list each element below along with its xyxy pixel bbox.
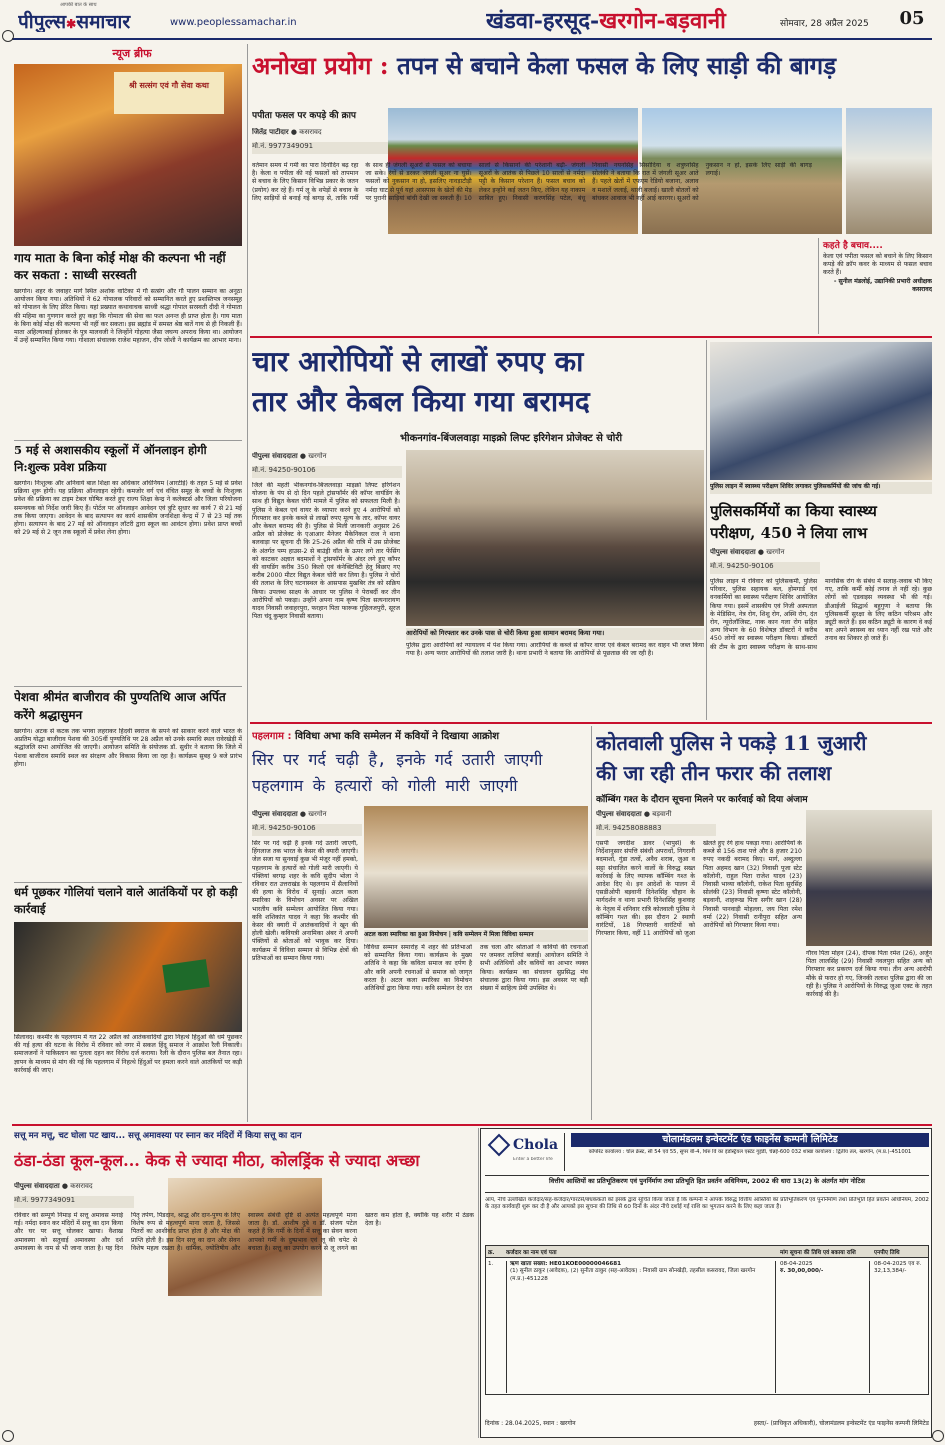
banana-sidebar-sign: - सुनील मंडलोई, उद्यानिकी प्रभारी अधीक्षक कसरावद — [833, 277, 932, 293]
brief-story2-headline: 5 मई से अशासकीय स्कूलों में ऑनलाइन होगी नि:शुल्क प्रवेश प्रक्रिया — [14, 443, 207, 474]
kavi-photo-caption: अटल कला स्मारिका का हुआ विमोचन | कवि सम्मेलन में मिला विविधा सम्मान — [364, 930, 588, 942]
health-photo — [710, 342, 932, 480]
divider — [14, 686, 242, 687]
registration-mark — [932, 1430, 944, 1442]
banana-photo-cloth-crop — [846, 108, 932, 234]
row-demand-amount: रु. 30,00,000/- — [780, 1268, 824, 1275]
health-mobile: मो.नं. 94250-90106 — [710, 562, 820, 574]
divider — [14, 882, 242, 883]
health-headline-line1: पुलिसकर्मियों का किया स्वास्थ्य — [710, 502, 877, 520]
logo-second: समाचार — [76, 11, 131, 32]
row-demand-date: 08-04-2025 — [780, 1261, 813, 1267]
health-headline-line2: परीक्षण, 450 ने लिया लाभ — [710, 524, 868, 542]
brief-story3-body: खरगोन। अटक से कटक तक भगवा लहराकर हिंदवी स्वराज के सपने को साकार करने वाले भारत के अप्रतिम योद्धा बाजीराव पेशवा की 305वीं पुण्यतिथि पर 28 अप्रैल को उनके समाधि स्थल रावेरखेड़ी में श्रद्धांजलि सभा आयोजित की जाएगी। आयोजन समिति के संयोजक डॉ. सुधीर ने बताया कि जिले में पेशवा बाजीराव समाधि स्थल का संरक्षण और विकास किया जा रहा है। कार्यक्रम सुबह 9 बजे प्रारंभ होगा। — [14, 728, 242, 768]
news-brief-label: न्यूज ब्रीफ — [112, 47, 152, 60]
chola-company-name: चोलामंडलम इन्वेस्टमेंट एंड फाइनेंस कम्पनी लिमिटेड — [571, 1133, 929, 1147]
section-title-a: खंडवा-हरसूद- — [486, 8, 600, 34]
sattu-body: रविवार को सम्पूर्ण निमाड़ में सत्तू अमावस मनाई गई। नर्मदा स्नान कर मंदिरों में सत्तू का दान किया और घर पर सत्तू घोलकर खाया। वैशाख अमावस्या को सतुवाई अमावस्या और दर्श अमावस्या के नाम से भी जाना जाता है। यह दिन पितृ तर्पण, पिंडदान, श्राद्ध और दान-पुण्य के लिए विशेष रूप से महत्वपूर्ण माना जाता है, जिससे पितरों का आशीर्वाद प्राप्त होता है और मोक्ष की प्राप्ति होती है। इस दिन सत्तू का दान और सेवन विशेष महत्व रखता है। धार्मिक, ज्योतिषीय और स्वास्थ्य संबंधी दृष्टि से अत्यंत महत्वपूर्ण माना जाता है। डॉ. आशीष दुबे व डॉ. संजय पटेल कहते हैं कि गर्मी के दिनों में सत्तू का सेवन करना आपको गर्मी के दुष्प्रभाव एवं लू की चपेट से बचाता है। सत्तू का उपयोग करने से लू लगने का खतरा कम होता है, क्योंकि यह शरीर में ठंडक देता है। — [14, 1212, 474, 1252]
chola-address: कॉर्पोरेट कार्यालय : चोल क्रेस्ट, सी 54 एवं 55, सुपर बी-4, थिरु वि का इंडस्ट्रियल एस्टेट गुइंडी, चेन्नई-600 032 शाखा कार्यालय : द्वितीय तल, खरगोन, (म.प्र.)-451001 — [588, 1149, 912, 1155]
sattu-byline: पीपुल्स संवाददाता ● कसरावद — [14, 1182, 93, 1190]
dateline: कसरावद — [70, 1182, 93, 1190]
kavi-strap — [252, 728, 588, 744]
reporter-name: पीपुल्स संवाददाता — [710, 548, 756, 556]
banana-subhead: पपीता फसल पर कपड़े की क्राप — [252, 111, 357, 121]
section-title — [486, 5, 786, 35]
row-loan-number: ऋण खाता संख्या: HE01KOE00000046681 — [510, 1261, 622, 1267]
masthead-rule — [12, 38, 932, 40]
health-story — [708, 340, 932, 720]
notice-table — [485, 1245, 929, 1395]
column-divider — [706, 340, 707, 720]
cable-body-col1 — [252, 482, 400, 718]
cable-body-lower — [406, 642, 704, 718]
section-title-b: खरगोन-बड़वानी — [599, 8, 726, 34]
chola-notice-body: आप, नीचे उल्लेखित कर्जदार/सह-कर्जदार/गारंटर्स/बंधककर्ता को इसके द्वारा सूचित किया जाता है कि कम्पनी ने आपके विरुद्ध वित्तीय आस्तियों का प्रतिभूतिकरण एवं पुनर्निर्माण तथा प्रतिभूति हित प्रवर्तन अधिनियम, 2002 के तहत कार्यवाही शुरू कर दी है और आपको इस सूचना की तिथि से 60 दिनों के अंदर नीचे दर्शाई गई राशि का भुगतान करने के लिए कहा जाता है। — [485, 1197, 929, 1211]
brief-story4-photo — [14, 922, 242, 1032]
reporter-name: पीपुल्स संवाददाता — [252, 452, 298, 460]
notice-table-header — [486, 1246, 929, 1258]
website-url[interactable]: www.peoplessamachar.in — [170, 17, 297, 28]
juari-photo — [806, 810, 932, 946]
news-brief-column — [12, 44, 244, 1032]
dateline: कसरावद — [299, 128, 322, 136]
reporter-name: पीपुल्स संवाददाता — [252, 810, 298, 818]
juari-story — [594, 726, 932, 1120]
juari-subhead: कॉम्बिंग गश्त के दौरान सूचना मिलने पर कार्रवाई को दिया अंजाम — [596, 795, 808, 805]
cable-body: जिले की महती भीकनगांव-बिंजलवाड़ा माइक्रो लिफ्ट इरिगेशन योजना के पंप से दो दिन पहले ट्रांसफॉर्मर की कॉपर वायंडिंग के साथ ही विद्युत केबल चोरी मामले में पुलिस को सफलता मिली है। पुलिस ने केबल एवं वायर के व्यापार करने हुए 4 आरोपियों को गिरफ्तार कर इनके कब्जे से लाखों रुपए मूल्य के तार, कॉपर वायर और केबल बरामद की है। पुलिस से मिली जानकारी अनुसार 26 अप्रैल को प्रोजेक्ट के एआआर मैनेजर मैकेनिकल राज ने थाना बलवाड़ा पर सूचना दी कि 25-26 अप्रैल की रात्रि में उस प्रोजेक्ट के अंतर्गत पम्प हाउस-2 से बाउंड्री वॉल के ऊपर लगे तार फेंसिंग को काटकर अज्ञात बदमाशों ने ट्रांसफॉर्मर के अंदर लगे हुए कॉपर की वायडिंग करीब 350 किलो एवं कंनेक्टिविटी हेतु बिछाए गए करीब 2000 मीटर विद्युत केबल चोरी कर लिया है। पुलिस ने चोरों की तलाश के लिए घटनास्थल के आसपास मुखबिर तंत्र को सक्रिय किया। उपलब्ध साक्ष्य के आधार पर पुलिस ने पेराबर्दी कर तीन आरोपियों को पकड़ा। उन्होंने अपना नाम कृष्ण पिता सत्यनारायण यादव निवासी जवाहरपुरा, फरहान पिता फारूक गुहिलजपुरी, सूरज पिता चंदू कुम्हार निवासी बताया। — [252, 482, 400, 621]
masthead — [0, 0, 945, 40]
chola-brand: Chola — [513, 1137, 559, 1153]
banana-kicker: अनोखा प्रयोग : — [252, 51, 389, 80]
brief-story3-headline: पेशवा श्रीमंत बाजीराव की पुण्यतिथि आज अर्पित करेंगे श्रद्धासुमन — [14, 690, 226, 722]
sattu-headline: ठंडा-ठंडा कूल-कूल... केक से ज्यादा मीठा, कोलड्रिंक से ज्यादा अच्छा — [14, 1151, 420, 1170]
cable-photo-caption: आरोपियों को गिरफ्तार कर उनके पास से चोरी किया हुआ सामान बरामद किया गया। — [406, 628, 704, 640]
juari-byline: पीपुल्स संवाददाता ● बड़वानी — [596, 810, 672, 818]
row-names: (1) सुनील ठाकुर (आवेदक), (2) सुनीता ठाकुर (सह-आवेदक) : निवासी ग्राम सोनखेड़ी, तहसील कसरावद, जिला खरगोन (म.प्र.)-451228 — [510, 1268, 756, 1282]
kavi-body-lower — [364, 944, 588, 1118]
dateline: खरगोन — [766, 548, 785, 556]
issue-date: सोमवार, 28 अप्रैल 2025 — [780, 19, 869, 29]
banana-sidebar — [818, 238, 932, 334]
section-rule — [250, 722, 932, 724]
registration-mark — [2, 1430, 14, 1442]
chola-brand-tag: Enter a better life — [513, 1157, 553, 1162]
flag-icon — [162, 959, 209, 993]
banana-headline — [252, 46, 932, 88]
dateline: खरगोन — [308, 452, 327, 460]
kavi-story — [250, 726, 588, 1120]
sattu-strap: सत्तू मन मत्तू, चट घोला पट खाय... सत्तू अमावस्या पर स्नान कर मंदिरों में किया सत्तू का दान — [14, 1131, 302, 1141]
col-header-borrower: कर्जदार का नाम एवं पता — [506, 1250, 557, 1256]
brief-photo-banner: श्री सत्संग एवं गौ सेवा कथा — [114, 72, 224, 114]
cable-mobile: मो.नं. 94250-90106 — [252, 466, 402, 478]
kavi-photo — [364, 806, 588, 928]
cable-byline: पीपुल्स संवाददाता ● खरगोन — [252, 452, 327, 460]
chola-notice — [480, 1128, 932, 1438]
sattu-mobile: मो.नं. 9977349091 — [14, 1196, 134, 1208]
banana-sidebar-title: कहते है बचाव.... — [823, 241, 883, 251]
row-borrower — [506, 1261, 776, 1393]
brief-photo — [14, 64, 242, 246]
reporter-name: पीपुल्स संवाददाता — [596, 810, 642, 818]
banana-sidebar-body: केला एवं पपीता फसल को बचाने के लिए किसान कपड़े की क्रॉप कवर के माध्यम से फसल बचाव करते हैं। — [823, 253, 932, 277]
sattu-story — [12, 1128, 474, 1436]
col-header-demand: मांग सूचना की तिथि एवं बकाया राशि — [780, 1250, 856, 1256]
chola-footer-sign: हस्ता/- (प्राधिकृत अधिकारी), चोलामंडलम इन्वेस्टमेंट एंड फाइनेंस कम्पनी लिमिटेड — [753, 1420, 929, 1427]
health-photo-caption: पुलिस लाइन में स्वास्थ्य परीक्षण शिविर लगाकर पुलिसकर्मियों की जांच की गई। — [710, 482, 932, 494]
kavi-body: सिर पर गर्द चढ़ी है इनके गर्द उतारी जाएगी, हिंगलाज तक भारत के केसर की क्यारी जाएगी। जेल सजा या सुनवाई कुछ भी मंजूर नहीं हमको, पहलगाम के हत्यारों को गोली मारी जाएगी। ये पंक्तियां बरगढ़ शहर के कवि सुदीप भोला ने रविवार रात उत्तराखंड के पहलगाम में सैलानियों की हत्या के विरोध में सुनाई। अटल कला स्मारिका के विमोचन अवसर पर अखिल भारतीय कवि सम्मेलन आयोजित किया गया। कवि शशिकांत यादव ने कहा कि कश्मीर की केसर की क्यारी में आतंकवादियों ने खून की होली खेली। कवियत्री अनामिका अंबर ने अपनी पंक्तियों से श्रोताओं को भावुक कर दिया। कार्यक्रम में विविधा सम्मान से विभिन्न क्षेत्रों की प्रतिभाओं का सम्मान किया गया। — [252, 840, 358, 962]
row-demand — [780, 1261, 870, 1393]
health-byline: पीपुल्स संवाददाता ● खरगोन — [710, 548, 785, 556]
cable-headline-line2: तार और केबल किया गया बरामद — [252, 385, 590, 418]
chola-notice-title: वित्तीय आस्तियों का प्रतिभूतिकरण एवं पुनर्निर्माण तथा प्रतिभूति हित प्रवर्तन अधिनियम, 2002 की धारा 13(2) के अंतर्गत मांग नोटिस — [485, 1175, 929, 1193]
chola-footer-date: दिनांक : 28.04.2025, स्थान : खरगोन — [485, 1420, 576, 1427]
page-number: 05 — [899, 8, 925, 29]
kavi-mobile: मो.नं. 94250-90106 — [252, 824, 362, 836]
kavi-strap-text: विविधा अभा कवि सम्मेलन में कवियों ने दिखाया आक्रोश — [294, 731, 500, 742]
brief-story4-body: सिलावद। कश्मीर के पहलगाम में गत 22 अप्रैल को आतंकवादियों द्वारा निहत्थे हिंदुओं की धर्म पूछकर की गई हत्या की घटना के विरोध में रविवार को नगर में सकल हिंदू समाज ने आक्रोश रैली निकाली। समाजजनों ने पाकिस्तान का पुतला दहन कर विरोध दर्ज कराया। रैली के दौरान पुलिस बल तैनात रहा। ज्ञापन के माध्यम से मांग की गई कि पहलगाम में निहत्थे हिंदुओं पर हमला करने वाले आतंकियों पर कड़ी कार्रवाई की जाए। — [14, 1034, 242, 1074]
column-divider — [478, 1128, 479, 1438]
kavi-label: पहलगाम : — [252, 731, 292, 742]
row-npa: 08-04-2025 एवं रु. 32,13,384/- — [874, 1261, 922, 1275]
banana-byline: जितेंद्र पाटीदार ● कसरावद — [252, 128, 322, 136]
banana-body: वर्तमान समय में गर्मी का पारा दिनोंदिन बढ़ रहा है। केला व पपीता की नई फसलों को तापमान से बचाव के लिए किसान विभिन्न प्रकार के जतन (प्रयोग) कर रहे हैं। गर्म लू के थपेड़ों से बचाव के लिए साड़ियों से बनाई गई बागड़ से, ताकि गर्मी के साथ ही जंगली सूअरों से फसल को बचाया जा सके। रंगों से डरकर जंगली सूअर ना घुसें। फसलों को नुकसान ना हो, इसलिए नावड़ाटौड़ी नर्मदा घाट से पूर्व यहां आसपास के खेतों की मेड़ पर पुरानी साड़ियां बांधी देखी जा सकती हैं। 10 सालों से किसानों की परेशानी बढ़ी- जंगली सूअरों के आतंक से पिछले 10 सालों से नर्मदा पट्टी के किसान परेशान हैं। फसल बचाव को लेकर इन्होंने कई जतन किए, लेकिन यह नाकाम साबित हुए। निवासी करणसिंह पटेल, बंधू निवासी नयनसिंह सिसोदिया व शत्रुघ्नसिंह सोलंकी ने बताया कि रात में जंगली सूअर आते हैं। पहले खेतों में एफएम रेडियो बजाना, अलाव व मशालें जलाई, थाली बजाई। खाली बोतलों को बांधकर आवाज भी नहीं आई कारगर। सूअरों को नुकसान न हो, इसके लिए साड़ी की बागड़ लगाई। — [252, 162, 812, 202]
juari-mobile: मो.नं. 94258088883 — [596, 824, 716, 836]
chola-logo — [485, 1133, 565, 1171]
banana-story — [250, 44, 932, 336]
dateline: खरगोन — [308, 810, 327, 818]
banana-mobile: मो.नं. 9977349091 — [252, 142, 402, 154]
cable-headline-line1: चार आरोपियों से लाखों रुपए का — [252, 345, 584, 378]
section-rule — [12, 1124, 932, 1126]
cable-story — [250, 340, 704, 720]
registration-mark — [2, 30, 14, 42]
cable-body-continued: पुलिस द्वारा आरोपियों को न्यायालय में पेश किया गया। आरोपियों के कब्जे से कॉपर वायर एवं केबल बरामद कर वाहन भी जब्त किया गया है। अन्य फरार आरोपियों की तलाश जारी है। थाना प्रभारी ने बताया कि आरोपियों से पूछताछ की जा रही है। — [406, 642, 704, 658]
column-divider — [591, 726, 592, 1120]
reporter-name: जितेंद्र पाटीदार — [252, 128, 289, 136]
logo-main: पीपुल्स — [18, 11, 67, 32]
kavi-byline: पीपुल्स संवाददाता ● खरगोन — [252, 810, 327, 818]
logo-tag: आपकी बात के साथ — [60, 2, 97, 8]
kavi-headline-line1: सिर पर गर्द चढ़ी है, इनके गर्द उतारी जाएगी — [252, 750, 543, 769]
col-header-sn: क्र. — [488, 1250, 495, 1256]
logo[interactable] — [18, 8, 168, 32]
juari-body: एसपी जगदीश डावर (भापुसे) के निर्देशानुसार संपत्ति संबंधी अपराधों, निगरानी बदमाशों, गुंडा तत्वों, अवैध शराब, जुआ व सट्टा संचालित करने वालों के विरुद्ध सख्त कार्रवाई के लिए व्यापक कॉम्बिंग गश्त के आदेश दिए थे। इन आदेशों के पालन में एसडीओपी बड़वानी दिनेशसिंह चौहान के मार्गदर्शन व थाना प्रभारी दिनेशसिंह कुशवाह के नेतृत्व में शनिवार रात्रि कोतवाली पुलिस ने कॉम्बिंग गश्त की। इस दौरान 2 स्थायी वारंटियों, 18 गिरफ्तारी वारंटियों को गिरफ्तार किया, वहीं 11 आरोपियों को जुआ खेलते हुए रंगे हाथ पकड़ा गया। आरोपियों के कब्जे से 156 ताश पत्ते और 8 हजार 210 रुपए नकदी बरामद किए। मार्ग, अब्दुल्ला पिता अहमद खान (32) निवासी पूजा स्टेट कॉलोनी, राहुल पिता राजेश यादव (23) निवासी भाव्या कॉलोनी, राकेश पिता सुरसिंह सोलंकी (23) निवासी कृष्णा स्टेट कॉलोनी, बड़वानी, शाहरूख पिता सगीर खान (28) निवासी पानवाड़ी मोहल्ला, जय पिता रमेश वर्मा (22) निवासी रानीपुरा सहित अन्य आरोपियों को गिरफ्तार किया गया। — [596, 840, 802, 938]
row-sn: 1. — [488, 1261, 494, 1267]
brief-story4-headline: धर्म पूछकर गोलियां चलाने वाले आतंकियों पर हो कड़ी कार्रवाई — [14, 885, 238, 916]
section-rule — [250, 336, 932, 338]
cable-subhead: भीकनगांव-बिंजलवाड़ा माइक्रो लिफ्ट इरिगेशन प्रोजेक्ट से चोरी — [400, 433, 623, 444]
chola-logo-icon — [488, 1134, 511, 1157]
juari-body-extra: गौरव पिता मोहन (24), दीपक पिता रमेश (26), अर्जुन पिता लालसिंह (29) निवासी नवलपुरा सहित अन्य को गिरफ्तार कर प्रकरण दर्ज किया गया। तीन अन्य आरोपी मौके से फरार हो गए, जिनकी तलाश पुलिस द्वारा की जा रही है। पुलिस ने आरोपियों के विरुद्ध जुआ एक्ट के तहत कार्रवाई की है। — [806, 950, 932, 999]
cable-photo — [406, 450, 704, 626]
col-header-npa: एनपीए तिथि — [874, 1250, 900, 1256]
kavi-body-col1 — [252, 840, 358, 1118]
brief-story1-headline: गाय माता के बिना कोई मोक्ष की कल्पना भी नहीं कर सकता : साध्वी सरस्वती — [14, 251, 226, 282]
logo-star-icon: ✱ — [66, 17, 77, 31]
kavi-body-continued: विविधा सम्मान समारोह में शहर की प्रतिभाओं को सम्मानित किया गया। कार्यक्रम के मुख्य अतिथि ने कहा कि कविता समाज का दर्पण है और कवि अपनी रचनाओं से समाज को जागृत करता है। अटल कला स्मारिका का विमोचन अतिथियों द्वारा किया गया। कवि सम्मेलन देर रात तक चला और श्रोताओं ने कवियों की रचनाओं पर जमकर तालियां बजाईं। आयोजन समिति ने सभी अतिथियों और कवियों का आभार व्यक्त किया। कार्यक्रम का संचालन सुप्रसिद्ध मंच संचालक द्वारा किया गया। इस अवसर पर बड़ी संख्या में साहित्य प्रेमी उपस्थित थे। — [364, 944, 588, 993]
health-body: पुलिस लाइन में रविवार को पुलिसकर्मी, पुलिस परिवार, पुलिस सहायक बल, होमगार्ड एवं वनकर्मियों का स्वास्थ्य परीक्षण शिविर आयोजित किया गया। इसमें शासकीय एवं निजी अस्पताल के मेडिसिन, नेत्र रोग, शिशु रोग, अस्थि रोग, दंत रोग, न्यूरोलॉजिस्ट, नाक कान गला रोग सहित अन्य विभाग के 60 विशेषज्ञ डॉक्टरों ने करीब 450 लोगों का स्वास्थ्य परीक्षण किया। डॉक्टरों की टीम के द्वारा स्वास्थ्य परीक्षण के साथ-साथ मानसिक रोग के संबंध में सलाह-जवाब भी किए गए, ताकि कर्मी कोई तनाव ले नहीं रहे। कुछ लोगों को एडवाइस व्यवस्था भी की गई। डीआईजी सिद्धार्थ बहुगुणा ने बताया कि पुलिसकर्मी सुरक्षा के लिए कठिन परिश्रम और ड्यूटी करते हैं। इस कठिन ड्यूटी के कारण वे कई बार अपने स्वास्थ्य का ध्यान नहीं रख पाते और तनाव का शिकार हो जाते हैं। — [710, 578, 932, 651]
juari-body-continued — [806, 950, 932, 1118]
brief-story2-body: खरगोन। निःशुल्क और अनिवार्य बाल शिक्षा का अधिकार अधिनियम (आरटीई) के तहत 5 मई से प्रवेश प्रक्रिया शुरू होगी। यह प्रक्रिया ऑनलाइन रहेगी। कमजोर वर्ग एवं वंचित समूह के बच्चों के निःशुल्क प्रवेश की प्रक्रिया का टाइम टेबल घोषित करते हुए राज्य शिक्षा केन्द्र ने कलेक्टर्स और जिला परियोजना समन्वयक को निर्देश जारी किए हैं। पोर्टल पर ऑनलाइन आवेदन एवं त्रुटि सुधार का कार्य 7 से 21 मई तक किया जाएगा। आवेदन के बाद सत्यापन का कार्य शासकीय जनशिक्षा केन्द्र में 7 से 23 मई तक होगा। सत्यापन के बाद 27 मई को ऑनलाइन लॉटरी द्वारा स्कूल का आवंटन होगा। प्रवेश प्राप्त बच्चों को 29 मई से 2 जून तक स्कूलों में प्रवेश लेना होगा। — [14, 480, 242, 537]
brief-story1-body: खरगोन। शहर के जवाहर मार्ग स्थित अशोक वाटिका में गौ सत्संग और गौ पालन सम्मान का अनूठा आयोजन किया गया। अतिथियों ने 62 गोपालक परिवारों को सम्मानित करते हुए प्रशस्तिपत्र जनसमूह को गोपालन के लिए प्रेरित किया। यहां प्रख्यात कथावाचक साध्वी श्रद्धा गोपाल सरस्वती दीदी ने गोमाता की महिमा का गुणगान करते हुए कहा कि गोमाता की सेवा का फल अनन्त ही प्राप्त होता है। गाय माता के बिना कोई मोक्ष की कल्पना भी नहीं कर सकता। इस ब्रह्मांड में समस्त श्रेष्ठ बातें गाय से ही निकली हैं। माता अहिल्याबाई होलकर के पुत्र मालवजी ने जिन्होंने गोहत्या जैसा जघन्य अपराध किया था। आयोजन में उन्हें सम्मानित किया गया। गोशाला संचालक राजेश महाजन, दीप जोशी ने कार्यक्रम का आभार माना। — [14, 288, 242, 345]
divider — [14, 440, 242, 441]
table-row — [486, 1258, 929, 1395]
column-divider — [247, 44, 248, 1122]
banana-headline-text: तपन से बचाने केला फसल के लिए साड़ी की बागड़ — [396, 51, 837, 80]
reporter-name: पीपुल्स संवाददाता — [14, 1182, 60, 1190]
juari-headline-line2: की जा रही तीन फरार की तलाश — [596, 761, 832, 785]
kavi-headline-line2: पहलगाम के हत्यारों को गोली मारी जाएगी — [252, 776, 518, 795]
juari-headline-line1: कोतवाली पुलिस ने पकड़े 11 जुआरी — [596, 731, 867, 755]
dateline: बड़वानी — [652, 810, 672, 818]
